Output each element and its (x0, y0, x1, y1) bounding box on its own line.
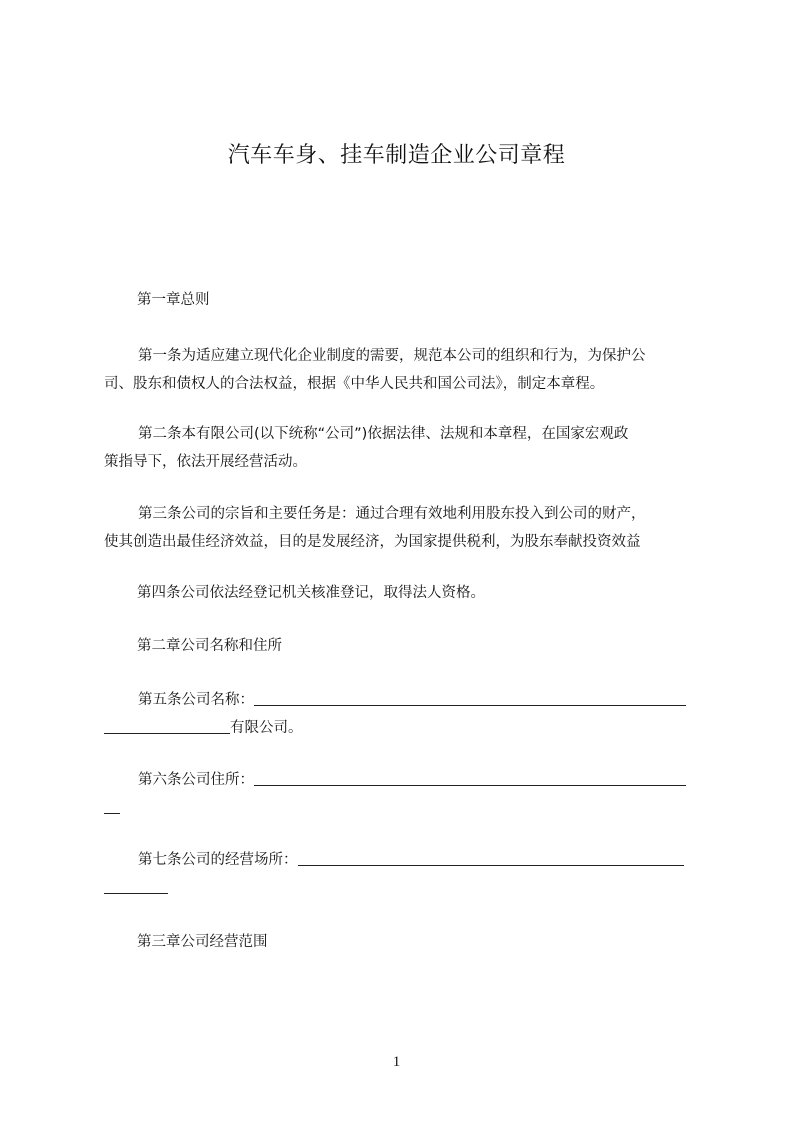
article-5-label: 第五条公司名称： (138, 692, 254, 708)
article-3 (104, 500, 702, 556)
company-address-blank-continued[interactable] (104, 799, 120, 814)
business-premises-blank-continued[interactable] (104, 879, 168, 894)
article-1 (104, 342, 702, 398)
company-name-blank[interactable] (254, 691, 686, 706)
page-number: 1 (392, 1054, 401, 1070)
article-7 (104, 846, 702, 902)
article-5 (104, 686, 702, 742)
company-name-blank-continued[interactable] (104, 719, 230, 734)
article-3-line-2: 使其创造出最佳经济效益，目的是发展经济，为国家提供税利，为股东奉献投资效益 (104, 534, 641, 550)
chapter-heading-3: 第三章公司经营范围 (137, 934, 268, 950)
company-address-blank[interactable] (254, 771, 686, 786)
article-2-line-1: 第二条本有限公司(以下统称“公司”)依据法律、法规和本章程，在国家宏观政 (138, 426, 629, 442)
article-6 (104, 766, 702, 822)
chapter-heading-2: 第二章公司名称和住所 (137, 638, 282, 654)
article-3-line-1: 第三条公司的宗旨和主要任务是：通过合理有效地利用股东投入到公司的财产， (138, 506, 646, 522)
chapter-heading-1: 第一章总则 (137, 292, 210, 308)
article-2-line-2: 策指导下，依法开展经营活动。 (104, 454, 307, 470)
business-premises-blank[interactable] (298, 851, 684, 866)
article-6-label: 第六条公司住所： (138, 772, 254, 788)
article-1-line-1: 第一条为适应建立现代化企业制度的需要，规范本公司的组织和行为，为保护公 (138, 348, 646, 364)
article-2 (104, 420, 702, 476)
document-title: 汽车车身、挂车制造企业公司章程 (227, 143, 566, 168)
article-7-label: 第七条公司的经营场所： (138, 852, 298, 868)
article-1-line-2: 司、股东和债权人的合法权益，根据《中华人民共和国公司法》，制定本章程。 (104, 376, 605, 392)
article-5-suffix: 有限公司。 (230, 720, 303, 736)
article-4: 第四条公司依法经登记机关核准登记，取得法人资格。 (137, 585, 485, 601)
